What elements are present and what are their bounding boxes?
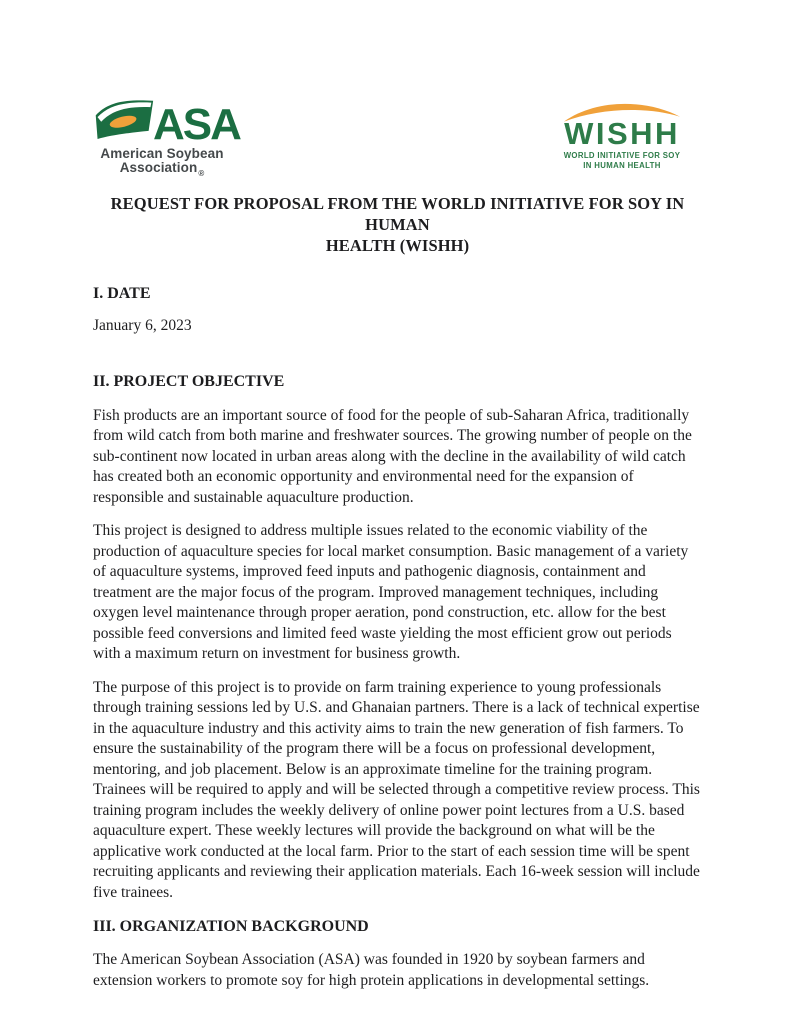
section-objective-heading: II. PROJECT OBJECTIVE <box>93 372 285 390</box>
section-date <box>93 283 702 337</box>
registered-mark-icon: ® <box>198 168 205 178</box>
document-title-line2: HEALTH (WISHH) <box>325 236 470 255</box>
document-title <box>93 193 702 256</box>
asa-logo <box>93 95 240 181</box>
asa-org-line2: Association$_®$ <box>119 160 205 178</box>
asa-wordmark: ASA <box>153 99 240 149</box>
wishh-wordmark: WISHH <box>564 116 680 151</box>
asa-logo-mark <box>93 95 240 149</box>
wishh-tagline-line2: IN HUMAN HEALTH <box>583 160 661 170</box>
organization-paragraph-1: The American Soybean Association (ASA) was founded in 1920 by soybean farmers and extension workers to promote soy for high protein applications in developmental settings. <box>93 951 650 989</box>
objective-paragraph-1: Fish products are an important source of food for the people of sub-Saharan Africa, traditionally from wild catch from both marine and freshwater sources. The growing number of people on the sub-continent now located in urban areas along with the decline in the availability of wild catch has created both an economic opportunity and environmental need for the expansion of responsible and sustainable aquaculture production. <box>93 406 692 506</box>
objective-paragraph-2: This project is designed to address multiple issues related to the economic viability of the production of aquaculture species for local market consumption. Basic management of a variety of aquaculture systems, improved feed inputs and pathogenic diagnosis, containment and treatment are the major focus of the program. Improved management techniques, including oxygen level maintenance through proper aeration, pond construction, etc. allow for the best possible feed conversions and limited feed waste yielding the most efficient grow out periods with a maximum return on investment for business growth. <box>93 522 689 662</box>
asa-org-line1: American Soybean <box>100 146 224 161</box>
section-organization-background <box>93 916 702 991</box>
wishh-tagline <box>556 151 688 170</box>
section-date-heading: I. DATE <box>93 285 151 302</box>
document-body <box>93 283 702 991</box>
asa-org-name <box>93 147 231 181</box>
header-logos <box>93 95 702 178</box>
document-title-line1: REQUEST FOR PROPOSAL FROM THE WORLD INITIATIVE FOR SOY IN HUMAN <box>110 194 685 234</box>
asa-flag-icon <box>93 95 155 143</box>
wishh-tagline-line1: WORLD INITIATIVE FOR SOY <box>563 151 681 160</box>
section-organization-heading: III. ORGANIZATION BACKGROUND <box>93 918 369 935</box>
wishh-logo <box>556 97 688 170</box>
objective-paragraph-3: The purpose of this project is to provide on farm training experience to young professionals through training sessions led by U.S. and Ghanaian partners. There is a lack of technical expertise in the aquaculture industry and this activity aims to train the new generation of fish farmers. To ensure the sustainability of the program there will be a focus on professional development, mentoring, and job placement. Below is an approximate timeline for the training program. Trainees will be required to apply and will be selected through a competitive review process. This training program includes the weekly delivery of online power point lectures from a U.S. based aquaculture expert. These weekly lectures will provide the background on what will be the applicative work conducted at the local farm. Prior to the start of each session time will be spent recruiting applicants and reviewing their application materials. Each 16-week session will include five trainees. <box>93 678 700 901</box>
date-value: January 6, 2023 <box>93 317 192 334</box>
section-project-objective <box>93 371 702 904</box>
